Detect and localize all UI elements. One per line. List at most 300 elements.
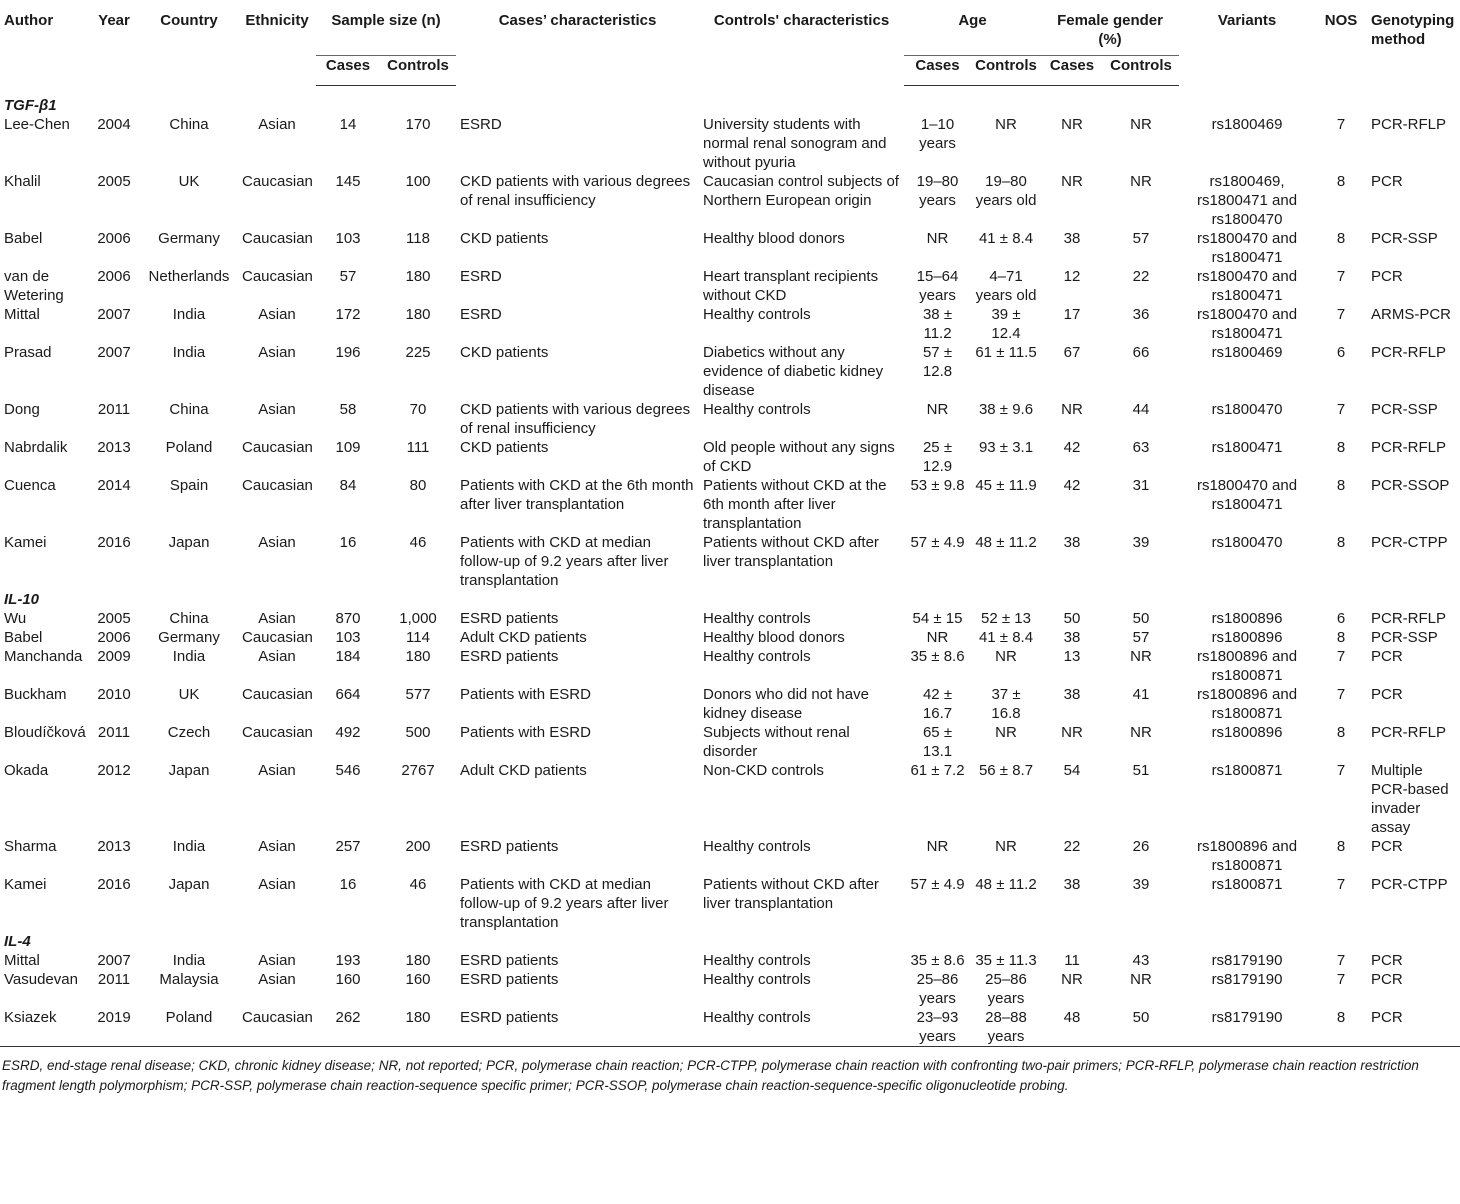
age-cases-cell: 65 ± 13.1	[922, 724, 953, 760]
sample-cases-cell: 103	[335, 629, 361, 646]
year-cell: 2007	[97, 306, 131, 323]
author-cell: Prasad	[4, 344, 52, 361]
controls-characteristics-cell: Patients without CKD after liver transplantation	[703, 534, 879, 570]
cases-characteristics-cell: ESRD	[460, 116, 502, 133]
sample-cases-cell: 870	[335, 610, 361, 627]
year-cell: 2011	[97, 971, 131, 988]
age-cases-cell: 35 ± 8.6	[910, 952, 965, 969]
sample-cases-cell: 16	[339, 876, 357, 893]
country-cell: China	[169, 401, 209, 418]
ethnicity-cell: Caucasian	[242, 686, 313, 703]
country-cell: India	[172, 306, 206, 323]
sample-controls-cell: 180	[405, 306, 431, 323]
age-controls-header: Controls	[971, 56, 1041, 86]
age-cases-cell: 19–80 years	[916, 173, 959, 209]
country-header: Country	[160, 12, 218, 29]
sample-controls-cell: 225	[405, 344, 431, 361]
genotyping-method-cell: PCR	[1371, 268, 1403, 285]
female-controls-cell: 43	[1132, 952, 1150, 969]
country-cell: Czech	[167, 724, 211, 741]
genotyping-method-cell: PCR	[1371, 971, 1403, 988]
controls-characteristics-cell: Healthy controls	[703, 1009, 811, 1026]
age-cases-cell: 25–86 years	[916, 971, 959, 1007]
controls-characteristics-cell: Old people without any signs of CKD	[703, 439, 895, 475]
variants-cell: rs1800896 and rs1800871	[1196, 686, 1298, 722]
controls-characteristics-cell: Healthy blood donors	[703, 230, 845, 247]
nos-header: NOS	[1324, 12, 1358, 29]
age-controls-cell: 41 ± 8.4	[978, 230, 1034, 247]
ethnicity-cell: Caucasian	[242, 1009, 313, 1026]
genotyping-method-cell: PCR	[1371, 173, 1403, 190]
variants-cell: rs1800896 and rs1800871	[1196, 838, 1298, 874]
ethnicity-cell: Asian	[258, 952, 296, 969]
cases-characteristics-cell: Adult CKD patients	[460, 762, 587, 779]
author-cell: Manchanda	[4, 648, 83, 665]
variants-cell: rs1800470	[1211, 401, 1283, 418]
variants-cell: rs1800471	[1211, 439, 1283, 456]
nos-cell: 8	[1336, 724, 1346, 741]
female-cases-cell: 67	[1063, 344, 1081, 361]
genotyping-method-cell: PCR-SSP	[1371, 230, 1438, 247]
female-cases-cell: 48	[1063, 1009, 1081, 1026]
genotyping-method-cell: PCR	[1371, 1009, 1403, 1026]
sample-cases-cell: 84	[339, 477, 357, 494]
table-row	[0, 172, 1460, 229]
cases-characteristics-cell: CKD patients with various degrees of renal insufficiency	[460, 173, 691, 209]
country-cell: Japan	[168, 876, 210, 893]
age-cases-cell: 25 ± 12.9	[922, 439, 953, 475]
variants-cell: rs1800871	[1211, 876, 1283, 893]
sample-cases-cell: 14	[339, 116, 357, 133]
genotyping-method-cell: PCR-SSP	[1371, 401, 1438, 418]
sample-controls-cell: 100	[405, 173, 431, 190]
sample-controls-cell: 46	[409, 876, 427, 893]
table-row	[0, 267, 1460, 305]
sample-cases-cell: 58	[339, 401, 357, 418]
year-cell: 2006	[97, 629, 131, 646]
table-body	[0, 86, 1460, 1047]
nos-cell: 7	[1336, 952, 1346, 969]
sample-controls-cell: 180	[405, 952, 431, 969]
cases-characteristics-cell: CKD patients	[460, 230, 549, 247]
ethnicity-cell: Asian	[258, 838, 296, 855]
variants-cell: rs1800871	[1211, 762, 1283, 779]
year-cell: 2006	[97, 268, 131, 285]
female-cases-cell: NR	[1061, 401, 1083, 418]
variants-cell: rs1800469, rs1800471 and rs1800470	[1196, 173, 1298, 228]
section-title: IL-10	[4, 591, 40, 608]
year-cell: 2011	[97, 724, 131, 741]
sample-controls-cell: 180	[405, 1009, 431, 1026]
country-cell: China	[169, 116, 209, 133]
sample-cases-cell: 160	[335, 971, 361, 988]
year-cell: 2005	[97, 610, 131, 627]
genotyping-method-cell: PCR	[1371, 838, 1403, 855]
country-cell: Malaysia	[159, 971, 219, 988]
author-cell: Dong	[4, 401, 40, 418]
female-cases-cell: NR	[1061, 173, 1083, 190]
nos-cell: 7	[1336, 686, 1346, 703]
age-controls-cell: 52 ± 13	[981, 610, 1031, 627]
year-cell: 2016	[97, 876, 131, 893]
sample-cases-cell: 109	[335, 439, 361, 456]
female-cases-cell: NR	[1061, 116, 1083, 133]
cases-characteristics-cell: ESRD patients	[460, 1009, 559, 1026]
female-cases-cell: 54	[1063, 762, 1081, 779]
female-controls-cell: 44	[1132, 401, 1150, 418]
table-row	[0, 305, 1460, 343]
variants-cell: rs1800896	[1211, 629, 1283, 646]
nos-cell: 8	[1336, 439, 1346, 456]
sample-cases-cell: 546	[335, 762, 361, 779]
ethnicity-cell: Asian	[258, 610, 296, 627]
controls-characteristics-cell: Healthy controls	[703, 610, 811, 627]
variants-cell: rs8179190	[1211, 971, 1283, 988]
sample-cases-cell: 492	[335, 724, 361, 741]
controls-characteristics-cell: Healthy controls	[703, 306, 811, 323]
author-cell: Babel	[4, 230, 43, 247]
year-cell: 2005	[97, 173, 131, 190]
nos-cell: 7	[1336, 306, 1346, 323]
section-title: TGF-β1	[4, 97, 57, 114]
controls-characteristics-cell: Healthy controls	[703, 971, 811, 988]
female-controls-cell: 66	[1132, 344, 1150, 361]
age-cases-cell: NR	[926, 629, 949, 646]
age-cases-header: Cases	[904, 56, 971, 86]
age-cases-cell: 23–93 years	[916, 1009, 959, 1045]
sample-controls-cell: 160	[405, 971, 431, 988]
variants-cell: rs1800469	[1211, 116, 1283, 133]
controls-characteristics-cell: Subjects without renal disorder	[703, 724, 850, 760]
female-cases-cell: 38	[1063, 629, 1081, 646]
table-footnote: ESRD, end-stage renal disease; CKD, chronic kidney disease; NR, not reported; PCR, polymerase chain reaction; PCR-CTPP, polymerase chain reaction with confronting two-pair primers; PCR-RFLP, polymerase chain reaction restriction fragment length polymorphism; PCR-SSP, polymerase chain reaction-sequence specific primer; PCR-SSOP, polymerase chain reaction-sequence-specific oligonucleotide probing.	[0, 1046, 1460, 1096]
country-cell: China	[169, 610, 209, 627]
year-cell: 2009	[97, 648, 131, 665]
sample-controls-cell: 2767	[401, 762, 435, 779]
ethnicity-cell: Caucasian	[242, 629, 313, 646]
cases-characteristics-cell: Patients with ESRD	[460, 686, 591, 703]
country-cell: Poland	[165, 1009, 213, 1026]
table-row	[0, 1008, 1460, 1046]
female-cases-cell: 38	[1063, 876, 1081, 893]
controls-characteristics-cell: University students with normal renal sonogram and without pyuria	[703, 116, 887, 171]
section-header-row	[0, 590, 1460, 609]
variants-cell: rs1800470 and rs1800471	[1196, 230, 1298, 266]
female-controls-cell: NR	[1130, 173, 1152, 190]
genotyping-method-cell: PCR-RFLP	[1371, 439, 1447, 456]
cases-characteristics-header: Cases’ characteristics	[498, 12, 657, 29]
nos-cell: 7	[1336, 116, 1346, 133]
sample-cases-cell: 103	[335, 230, 361, 247]
sample-controls-cell: 180	[405, 268, 431, 285]
cases-characteristics-cell: CKD patients	[460, 344, 549, 361]
ethnicity-cell: Asian	[258, 876, 296, 893]
female-controls-cell: 50	[1132, 610, 1150, 627]
controls-characteristics-cell: Healthy controls	[703, 401, 811, 418]
genotyping-method-cell: Multiple PCR-based invader assay	[1371, 762, 1449, 836]
age-cases-cell: 57 ± 12.8	[922, 344, 953, 380]
year-cell: 2007	[97, 952, 131, 969]
cases-characteristics-cell: CKD patients with various degrees of renal insufficiency	[460, 401, 691, 437]
year-cell: 2004	[97, 116, 131, 133]
controls-characteristics-cell: Healthy controls	[703, 952, 811, 969]
female-controls-cell: 31	[1132, 477, 1150, 494]
sample-size-header: Sample size (n)	[316, 0, 456, 56]
table-row	[0, 951, 1460, 970]
age-cases-cell: NR	[926, 838, 949, 855]
ethnicity-cell: Asian	[258, 762, 296, 779]
section-title: IL-4	[4, 933, 31, 950]
author-cell: Mittal	[4, 306, 40, 323]
age-controls-cell: NR	[995, 648, 1017, 665]
controls-characteristics-cell: Healthy blood donors	[703, 629, 845, 646]
table-row	[0, 400, 1460, 438]
sample-cases-header: Cases	[316, 56, 380, 86]
age-controls-cell: 38 ± 9.6	[978, 401, 1034, 418]
controls-characteristics-cell: Healthy controls	[703, 648, 811, 665]
country-cell: Germany	[158, 629, 220, 646]
sample-cases-cell: 262	[335, 1009, 361, 1026]
sample-cases-cell: 193	[335, 952, 361, 969]
female-controls-cell: NR	[1130, 971, 1152, 988]
sample-cases-cell: 664	[335, 686, 361, 703]
cases-characteristics-cell: ESRD	[460, 306, 502, 323]
cases-characteristics-cell: ESRD patients	[460, 610, 559, 627]
author-cell: Ksiazek	[4, 1009, 57, 1026]
age-controls-cell: NR	[995, 838, 1017, 855]
female-controls-cell: 39	[1132, 876, 1150, 893]
age-cases-cell: 1–10 years	[919, 116, 956, 152]
author-cell: Khalil	[4, 173, 41, 190]
country-cell: Spain	[169, 477, 209, 494]
ethnicity-cell: Caucasian	[242, 230, 313, 247]
genotyping-method-cell: PCR-RFLP	[1371, 610, 1447, 627]
nos-cell: 7	[1336, 762, 1346, 779]
female-cases-cell: 50	[1063, 610, 1081, 627]
cases-characteristics-cell: Patients with ESRD	[460, 724, 591, 741]
country-cell: UK	[178, 173, 200, 190]
variants-cell: rs1800470	[1211, 534, 1283, 551]
nos-cell: 7	[1336, 876, 1346, 893]
table-row	[0, 438, 1460, 476]
year-cell: 2010	[97, 686, 131, 703]
author-cell: Sharma	[4, 838, 57, 855]
table-row	[0, 628, 1460, 647]
country-cell: India	[172, 952, 206, 969]
age-cases-cell: 38 ± 11.2	[922, 306, 953, 342]
cases-characteristics-cell: Patients with CKD at the 6th month after liver transplantation	[460, 477, 694, 513]
table-row	[0, 837, 1460, 875]
country-cell: Japan	[168, 534, 210, 551]
controls-characteristics-cell: Caucasian control subjects of Northern European origin	[703, 173, 899, 209]
table-row	[0, 970, 1460, 1008]
sample-controls-cell: 577	[405, 686, 431, 703]
age-cases-cell: NR	[926, 230, 949, 247]
age-controls-cell: 35 ± 11.3	[975, 952, 1037, 969]
age-controls-cell: 45 ± 11.9	[975, 477, 1037, 494]
cases-characteristics-cell: ESRD patients	[460, 838, 559, 855]
ethnicity-cell: Asian	[258, 306, 296, 323]
sample-cases-cell: 172	[335, 306, 361, 323]
age-cases-cell: 54 ± 15	[912, 610, 963, 627]
country-cell: Germany	[158, 230, 220, 247]
female-cases-cell: 12	[1063, 268, 1081, 285]
female-controls-cell: 50	[1132, 1009, 1150, 1026]
female-controls-cell: 26	[1132, 838, 1150, 855]
sample-controls-cell: 118	[406, 230, 430, 247]
country-cell: UK	[178, 686, 200, 703]
age-cases-cell: NR	[926, 401, 949, 418]
female-controls-cell: 51	[1132, 762, 1150, 779]
author-cell: Kamei	[4, 876, 47, 893]
genotyping-method-cell: PCR-CTPP	[1371, 876, 1448, 893]
nos-cell: 7	[1336, 401, 1346, 418]
female-cases-cell: 38	[1063, 230, 1081, 247]
nos-cell: 7	[1336, 648, 1346, 665]
sample-controls-cell: 111	[406, 439, 430, 456]
sample-cases-cell: 145	[335, 173, 361, 190]
genotyping-method-cell: PCR	[1371, 952, 1403, 969]
author-cell: Bloudíčková	[4, 724, 86, 741]
year-cell: 2007	[97, 344, 131, 361]
cases-characteristics-cell: Patients with CKD at median follow-up of 9.2 years after liver transplantation	[460, 876, 669, 931]
genotyping-method-cell: PCR-RFLP	[1371, 344, 1447, 361]
female-cases-cell: NR	[1061, 724, 1083, 741]
female-controls-cell: 63	[1132, 439, 1150, 456]
author-cell: Wu	[4, 610, 27, 627]
age-controls-cell: 28–88 years	[985, 1009, 1027, 1045]
age-controls-cell: NR	[995, 116, 1017, 133]
cases-characteristics-cell: CKD patients	[460, 439, 549, 456]
nos-cell: 8	[1336, 629, 1346, 646]
nos-cell: 8	[1336, 534, 1346, 551]
sample-controls-cell: 46	[409, 534, 427, 551]
sample-cases-cell: 16	[339, 534, 357, 551]
nos-cell: 6	[1336, 610, 1346, 627]
cases-characteristics-cell: Adult CKD patients	[460, 629, 587, 646]
year-cell: 2019	[97, 1009, 131, 1026]
cases-characteristics-cell: ESRD	[460, 268, 502, 285]
nos-cell: 8	[1336, 477, 1346, 494]
table-row	[0, 875, 1460, 932]
genotyping-method-cell: PCR-SSP	[1371, 629, 1438, 646]
female-cases-cell: 42	[1063, 477, 1081, 494]
table-row	[0, 229, 1460, 267]
genotyping-method-cell: PCR-RFLP	[1371, 116, 1447, 133]
sample-controls-cell: 500	[405, 724, 431, 741]
age-controls-cell: 25–86 years	[985, 971, 1027, 1007]
age-cases-cell: 35 ± 8.6	[910, 648, 965, 665]
variants-cell: rs1800896	[1211, 610, 1283, 627]
country-cell: Netherlands	[148, 268, 230, 285]
nos-cell: 6	[1336, 344, 1346, 361]
country-cell: India	[172, 838, 206, 855]
year-cell: 2006	[97, 230, 131, 247]
table-row	[0, 647, 1460, 685]
ethnicity-cell: Asian	[258, 116, 296, 133]
ethnicity-cell: Caucasian	[242, 173, 313, 190]
controls-characteristics-header: Controls' characteristics	[713, 12, 890, 29]
female-controls-cell: NR	[1130, 116, 1152, 133]
female-cases-cell: NR	[1061, 971, 1083, 988]
cases-characteristics-cell: ESRD patients	[460, 952, 559, 969]
table-row	[0, 609, 1460, 628]
country-cell: India	[172, 648, 206, 665]
ethnicity-header: Ethnicity	[245, 12, 309, 29]
ethnicity-cell: Asian	[258, 971, 296, 988]
controls-characteristics-cell: Heart transplant recipients without CKD	[703, 268, 879, 304]
genotyping-method-header: Genotyping method	[1371, 12, 1455, 48]
sample-controls-cell: 114	[406, 629, 430, 646]
age-cases-cell: 53 ± 9.8	[910, 477, 965, 494]
ethnicity-cell: Asian	[258, 344, 296, 361]
controls-characteristics-cell: Non-CKD controls	[703, 762, 824, 779]
year-cell: 2013	[97, 439, 131, 456]
sample-controls-cell: 70	[409, 401, 427, 418]
female-cases-header: Cases	[1041, 56, 1103, 86]
year-header: Year	[98, 12, 130, 29]
sample-cases-cell: 196	[335, 344, 361, 361]
genotyping-method-cell: PCR-RFLP	[1371, 724, 1447, 741]
age-controls-cell: 37 ± 16.8	[991, 686, 1021, 722]
female-cases-cell: 13	[1063, 648, 1081, 665]
table-row	[0, 476, 1460, 533]
table-row	[0, 115, 1460, 172]
variants-cell: rs1800470 and rs1800471	[1196, 268, 1298, 304]
female-controls-cell: 22	[1132, 268, 1150, 285]
author-cell: Babel	[4, 629, 43, 646]
nos-cell: 7	[1336, 268, 1346, 285]
sample-controls-cell: 200	[405, 838, 431, 855]
female-controls-cell: 39	[1132, 534, 1150, 551]
female-controls-cell: 57	[1132, 629, 1150, 646]
author-cell: Vasudevan	[4, 971, 78, 988]
variants-cell: rs1800469	[1211, 344, 1283, 361]
variants-cell: rs1800896	[1211, 724, 1283, 741]
section-header-row	[0, 932, 1460, 951]
age-controls-cell: 93 ± 3.1	[978, 439, 1034, 456]
author-cell: Okada	[4, 762, 49, 779]
header-row	[0, 0, 1460, 56]
cases-characteristics-cell: ESRD patients	[460, 971, 559, 988]
female-gender-header: Female gender (%)	[1041, 0, 1179, 56]
ethnicity-cell: Caucasian	[242, 724, 313, 741]
year-cell: 2012	[97, 762, 131, 779]
age-cases-cell: 42 ± 16.7	[922, 686, 953, 722]
nos-cell: 8	[1336, 1009, 1346, 1026]
controls-characteristics-cell: Patients without CKD at the 6th month after liver transplantation	[703, 477, 887, 532]
female-controls-cell: NR	[1130, 724, 1152, 741]
female-cases-cell: 38	[1063, 686, 1081, 703]
year-cell: 2016	[97, 534, 131, 551]
table-row	[0, 761, 1460, 837]
age-controls-cell: 39 ± 12.4	[991, 306, 1021, 342]
age-cases-cell: 61 ± 7.2	[910, 762, 965, 779]
female-controls-cell: 36	[1132, 306, 1150, 323]
sample-controls-header: Controls	[380, 56, 456, 86]
table-row	[0, 723, 1460, 761]
nos-cell: 8	[1336, 230, 1346, 247]
variants-header: Variants	[1217, 12, 1277, 29]
age-header: Age	[904, 0, 1041, 56]
genotyping-method-cell: PCR	[1371, 686, 1403, 703]
genotyping-method-cell: PCR-CTPP	[1371, 534, 1448, 551]
controls-characteristics-cell: Patients without CKD after liver transplantation	[703, 876, 879, 912]
female-cases-cell: 38	[1063, 534, 1081, 551]
variants-cell: rs8179190	[1211, 1009, 1283, 1026]
year-cell: 2014	[97, 477, 131, 494]
female-controls-cell: 57	[1132, 230, 1150, 247]
